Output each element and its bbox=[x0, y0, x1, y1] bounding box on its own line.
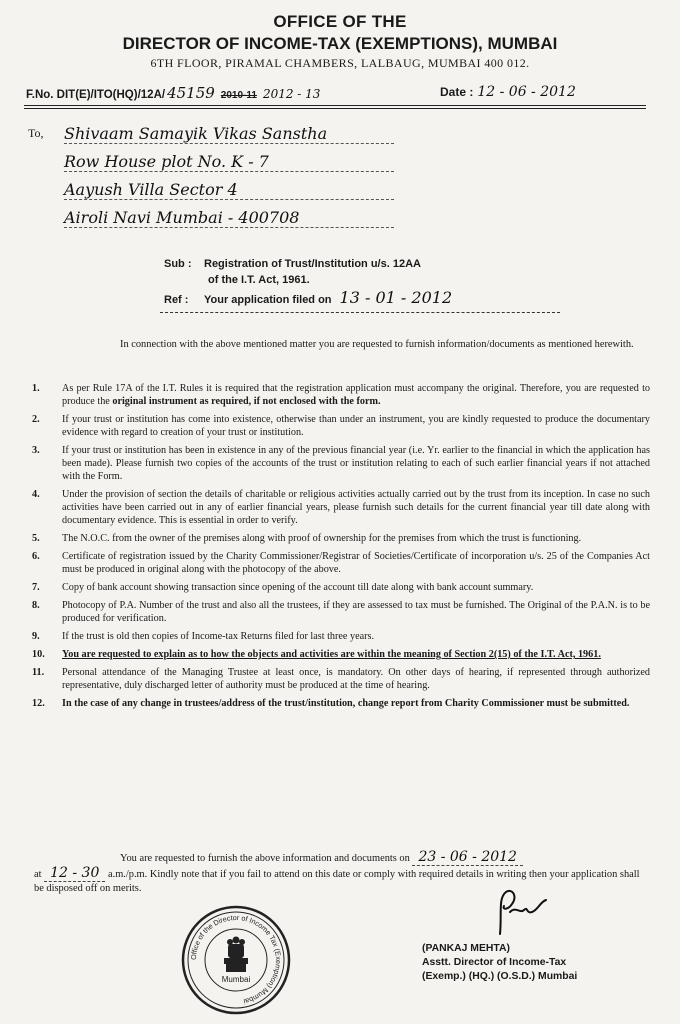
address-line-4: Airoli Navi Mumbai - 400708 bbox=[64, 208, 394, 228]
list-item: 5. The N.O.C. from the owner of the premises along with proof of ownership for the premises from which the trust is functioning. bbox=[32, 533, 582, 544]
list-item: 2. If your trust or institution has come into existence, otherwise than under an instrument, you are kindly requested to produce the documentary evidence with regard to creation of your trust or institution. bbox=[32, 414, 650, 438]
closing-text-2: a.m./p.m. Kindly note that if you fail to attend on this date or comply with required details in writing then your application shall be disposed off on merits. bbox=[34, 869, 640, 894]
signatory-title: Asstt. Director of Income-Tax bbox=[422, 957, 567, 968]
list-item: 8. Photocopy of P.A. Number of the trust and also all the trustees, if they are assessed to tax must be furnished. The Original of the P.A.N. is to be produced for verification. bbox=[32, 600, 650, 624]
subject-divider bbox=[160, 312, 560, 313]
signatory-block bbox=[422, 942, 577, 984]
office-address: 6TH FLOOR, PIRAMAL CHAMBERS, LALBAUG, MUMBAI 400 012. bbox=[150, 56, 530, 70]
office-heading: OFFICE OF THE bbox=[273, 12, 407, 31]
subject-text: Registration of Trust/Institution u/s. 12AA bbox=[204, 258, 421, 270]
reference-label: Ref : bbox=[164, 294, 189, 306]
svg-text:Office of the Director of Inco: Office of the Director of Income Tax (Exemption) Mumbai bbox=[188, 912, 284, 1007]
list-item: 10. You are requested to explain as to how the objects and activities are within the meaning of Section 2(15) of the I.T. Act, 1961. bbox=[32, 649, 601, 660]
file-number-prefix: F.No. DIT(E)/ITO(HQ)/12A/ bbox=[26, 89, 166, 101]
list-item: 4. Under the provision of section the details of charitable or religious activities actually carried out by the trust from its inception. In case no such activities have been carried out in any of earlier financial years, please furnish such details for the current financial year till date along with documentary evidence. This is essential in order to verify. bbox=[32, 489, 650, 526]
list-item: 6. Certificate of registration issued by the Charity Commissioner/Registrar of Societies/Certificate of incorporation u/s. 25 of the Companies Act must be produced in original along with the photocopy of the above. bbox=[32, 551, 650, 575]
letter-date bbox=[440, 84, 576, 100]
reference-line bbox=[164, 288, 452, 307]
subject-label: Sub : bbox=[164, 258, 192, 270]
address-line-1: Shivaam Samayik Vikas Sanstha bbox=[64, 124, 394, 144]
hearing-time: 12 - 30 bbox=[44, 865, 105, 882]
address-line-3: Aayush Villa Sector 4 bbox=[64, 180, 394, 200]
address-line-2: Row House plot No. K - 7 bbox=[64, 152, 394, 172]
reference-text: Your application filed on bbox=[204, 294, 332, 306]
file-number-handwritten: 45159 bbox=[167, 84, 215, 102]
emblem-icon bbox=[224, 937, 248, 973]
svg-text:Mumbai: Mumbai bbox=[221, 975, 251, 984]
list-item: 9. If the trust is old then copies of Income-tax Returns filed for last three years. bbox=[32, 631, 375, 642]
hearing-date: 23 - 06 - 2012 bbox=[412, 849, 523, 866]
subject-line bbox=[164, 258, 421, 270]
director-heading: DIRECTOR OF INCOME-TAX (EXEMPTIONS), MUMBAI bbox=[122, 34, 558, 53]
closing-text: You are requested to furnish the above information and documents on bbox=[120, 853, 410, 864]
subject-text-cont: of the I.T. Act, 1961. bbox=[208, 274, 310, 286]
intro-paragraph: In connection with the above mentioned matter you are requested to furnish information/documents as mentioned herewith. bbox=[120, 339, 634, 350]
reference-date: 13 - 01 - 2012 bbox=[339, 288, 453, 307]
header-divider-thin bbox=[24, 108, 646, 109]
signature-mark bbox=[488, 884, 558, 940]
file-number bbox=[26, 84, 320, 102]
signatory-name: (PANKAJ MEHTA) bbox=[422, 943, 510, 954]
closing-at: at bbox=[34, 869, 42, 880]
to-label: To, bbox=[28, 126, 44, 140]
list-item: 7. Copy of bank account showing transaction since opening of the account till date along with bank account summary. bbox=[32, 582, 534, 593]
file-year-handwritten: 2012 - 13 bbox=[262, 87, 321, 101]
list-item: 12. In the case of any change in trustees/address of the trust/institution, change report from Charity Commissioner must be submitted. bbox=[32, 698, 630, 709]
list-item: 3. If your trust or institution has been in existence in any of the previous financial year (i.e. Yr. earlier to the financial in which the application has been made). Please furnish two copies of the accounts of the trust or institution relating to each of such earlier financial years if not attached with the Form. bbox=[32, 445, 650, 482]
list-item: 11. Personal attendance of the Managing Trustee at least once, is mandatory. On other days of hearing, if represented through authorized representative, duly discharged letter of authority must be produced at the time of hearing. bbox=[32, 667, 650, 691]
signatory-title-2: (Exemp.) (HQ.) (O.S.D.) Mumbai bbox=[422, 971, 578, 982]
requirements-list bbox=[30, 382, 650, 715]
header-divider bbox=[24, 105, 646, 106]
file-struck-year: 2010-11 bbox=[220, 90, 257, 101]
date-value: 12 - 06 - 2012 bbox=[477, 84, 576, 100]
date-label: Date : bbox=[440, 85, 474, 99]
list-item: 1. As per Rule 17A of the I.T. Rules it is required that the registration application must accompany the original. Therefore, you are requested to produce the original instrument as required, if not enclosed with the form. bbox=[32, 383, 650, 407]
office-seal bbox=[180, 904, 292, 1016]
